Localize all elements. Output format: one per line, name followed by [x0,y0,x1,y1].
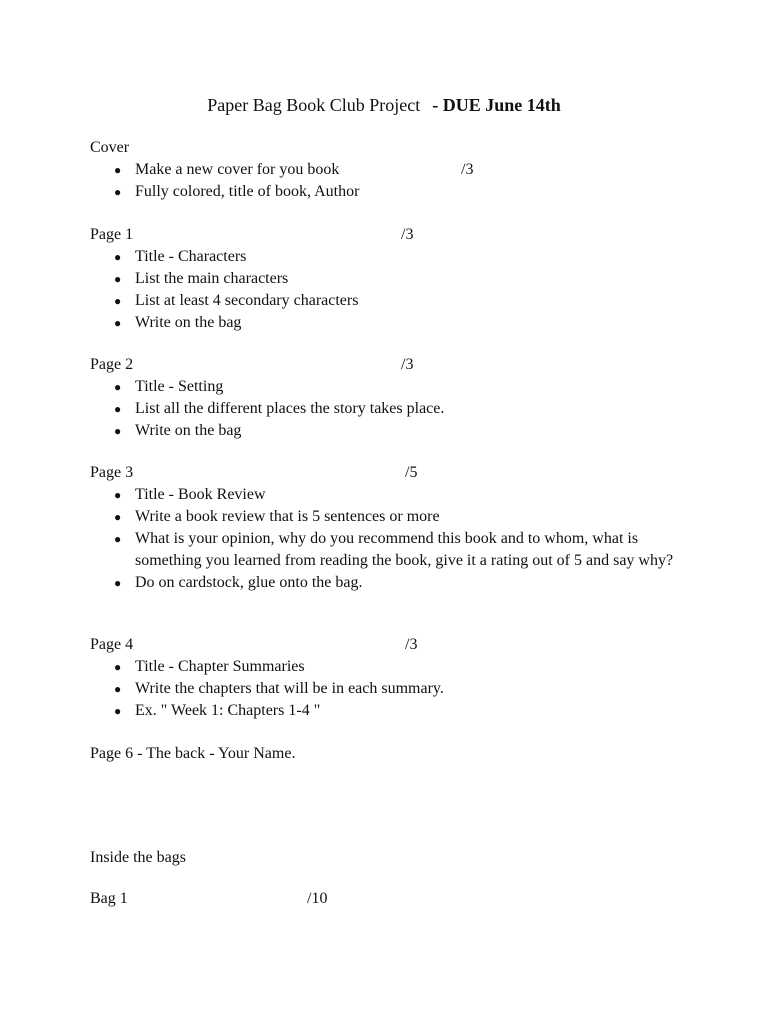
section-heading [90,888,690,910]
bullet-icon: ● [114,576,122,590]
list-item [90,656,690,678]
list-item [90,312,690,334]
bullet-icon: ● [114,250,122,264]
bullet-icon: ● [114,163,122,177]
list-item-text: Fully colored, title of book, Author [135,183,360,200]
bullet-icon: ● [114,316,122,330]
list-item [90,420,690,442]
section-cover [90,137,690,203]
list-item [90,268,690,290]
section-page-2 [90,354,690,442]
section-heading [90,462,690,484]
list-item-text: Write a book review that is 5 sentences or more [135,508,440,525]
section-page-3 [90,462,690,594]
bullet-icon: ● [114,532,122,546]
section-heading [90,224,690,246]
list-item [90,700,690,722]
bullet-list [90,376,690,442]
list-item-text: Ex. " Week 1: Chapters 1-4 " [135,702,321,719]
bullet-icon: ● [114,380,122,394]
list-item-text: Do on cardstock, glue onto the bag. [135,574,363,591]
bullet-icon: ● [114,660,122,674]
section-heading [90,634,690,656]
bullet-icon: ● [114,704,122,718]
bullet-icon: ● [114,424,122,438]
list-item-text: Title - Characters [135,248,247,265]
section-heading-label: Page 3 [90,464,134,481]
section-bag-1 [90,888,690,910]
list-item-text: List the main characters [135,270,289,287]
list-item [90,678,690,700]
bullet-icon: ● [114,272,122,286]
section-page-6: Page 6 - The back - Your Name. [90,745,296,762]
bullet-icon: ● [114,510,122,524]
score-label: /3 [405,636,418,653]
list-item [90,181,690,203]
section-inside-bags: Inside the bags [90,849,186,866]
list-item-text: Title - Book Review [135,486,266,503]
section-heading [90,354,690,376]
list-item [90,246,690,268]
bullet-list [90,159,690,203]
list-item-text: What is your opinion, why do you recommend this book and to whom, what is something you learned from reading the book, give it a rating out of 5 and say why? [135,530,674,569]
bullet-icon: ● [114,294,122,308]
score-label: /3 [401,356,414,373]
bullet-list [90,484,690,594]
list-item [90,290,690,312]
section-heading-label: Page 2 [90,356,134,373]
section-heading-label: Bag 1 [90,890,128,907]
bullet-icon: ● [114,402,122,416]
list-item [90,398,690,420]
list-item [90,484,690,506]
section-page-4 [90,634,690,722]
section-heading: Cover [90,139,130,156]
title-main: Paper Bag Book Club Project [207,95,421,115]
score-label: /3 [401,226,414,243]
score-label: /3 [461,161,474,178]
list-item-text: Write on the bag [135,314,242,331]
list-item-text: Make a new cover for you book [135,161,340,178]
list-item [90,528,690,572]
score-label: /10 [307,890,328,907]
list-item [90,159,690,181]
bullet-list [90,246,690,334]
list-item-text: Write on the bag [135,422,242,439]
bullet-icon: ● [114,682,122,696]
list-item [90,506,690,528]
list-item-text: Title - Chapter Summaries [135,658,305,675]
list-item-text: Title - Setting [135,378,224,395]
due-date: - DUE June 14th [432,95,561,115]
section-page-1 [90,224,690,334]
list-item-text: List at least 4 secondary characters [135,292,359,309]
page-title [0,93,768,117]
list-item [90,572,690,594]
section-heading-label: Page 4 [90,636,134,653]
section-heading-label: Page 1 [90,226,134,243]
list-item-text: List all the different places the story takes place. [135,400,445,417]
score-label: /5 [405,464,418,481]
list-item [90,376,690,398]
list-item-text: Write the chapters that will be in each summary. [135,680,444,697]
bullet-icon: ● [114,185,122,199]
bullet-icon: ● [114,488,122,502]
bullet-list [90,656,690,722]
